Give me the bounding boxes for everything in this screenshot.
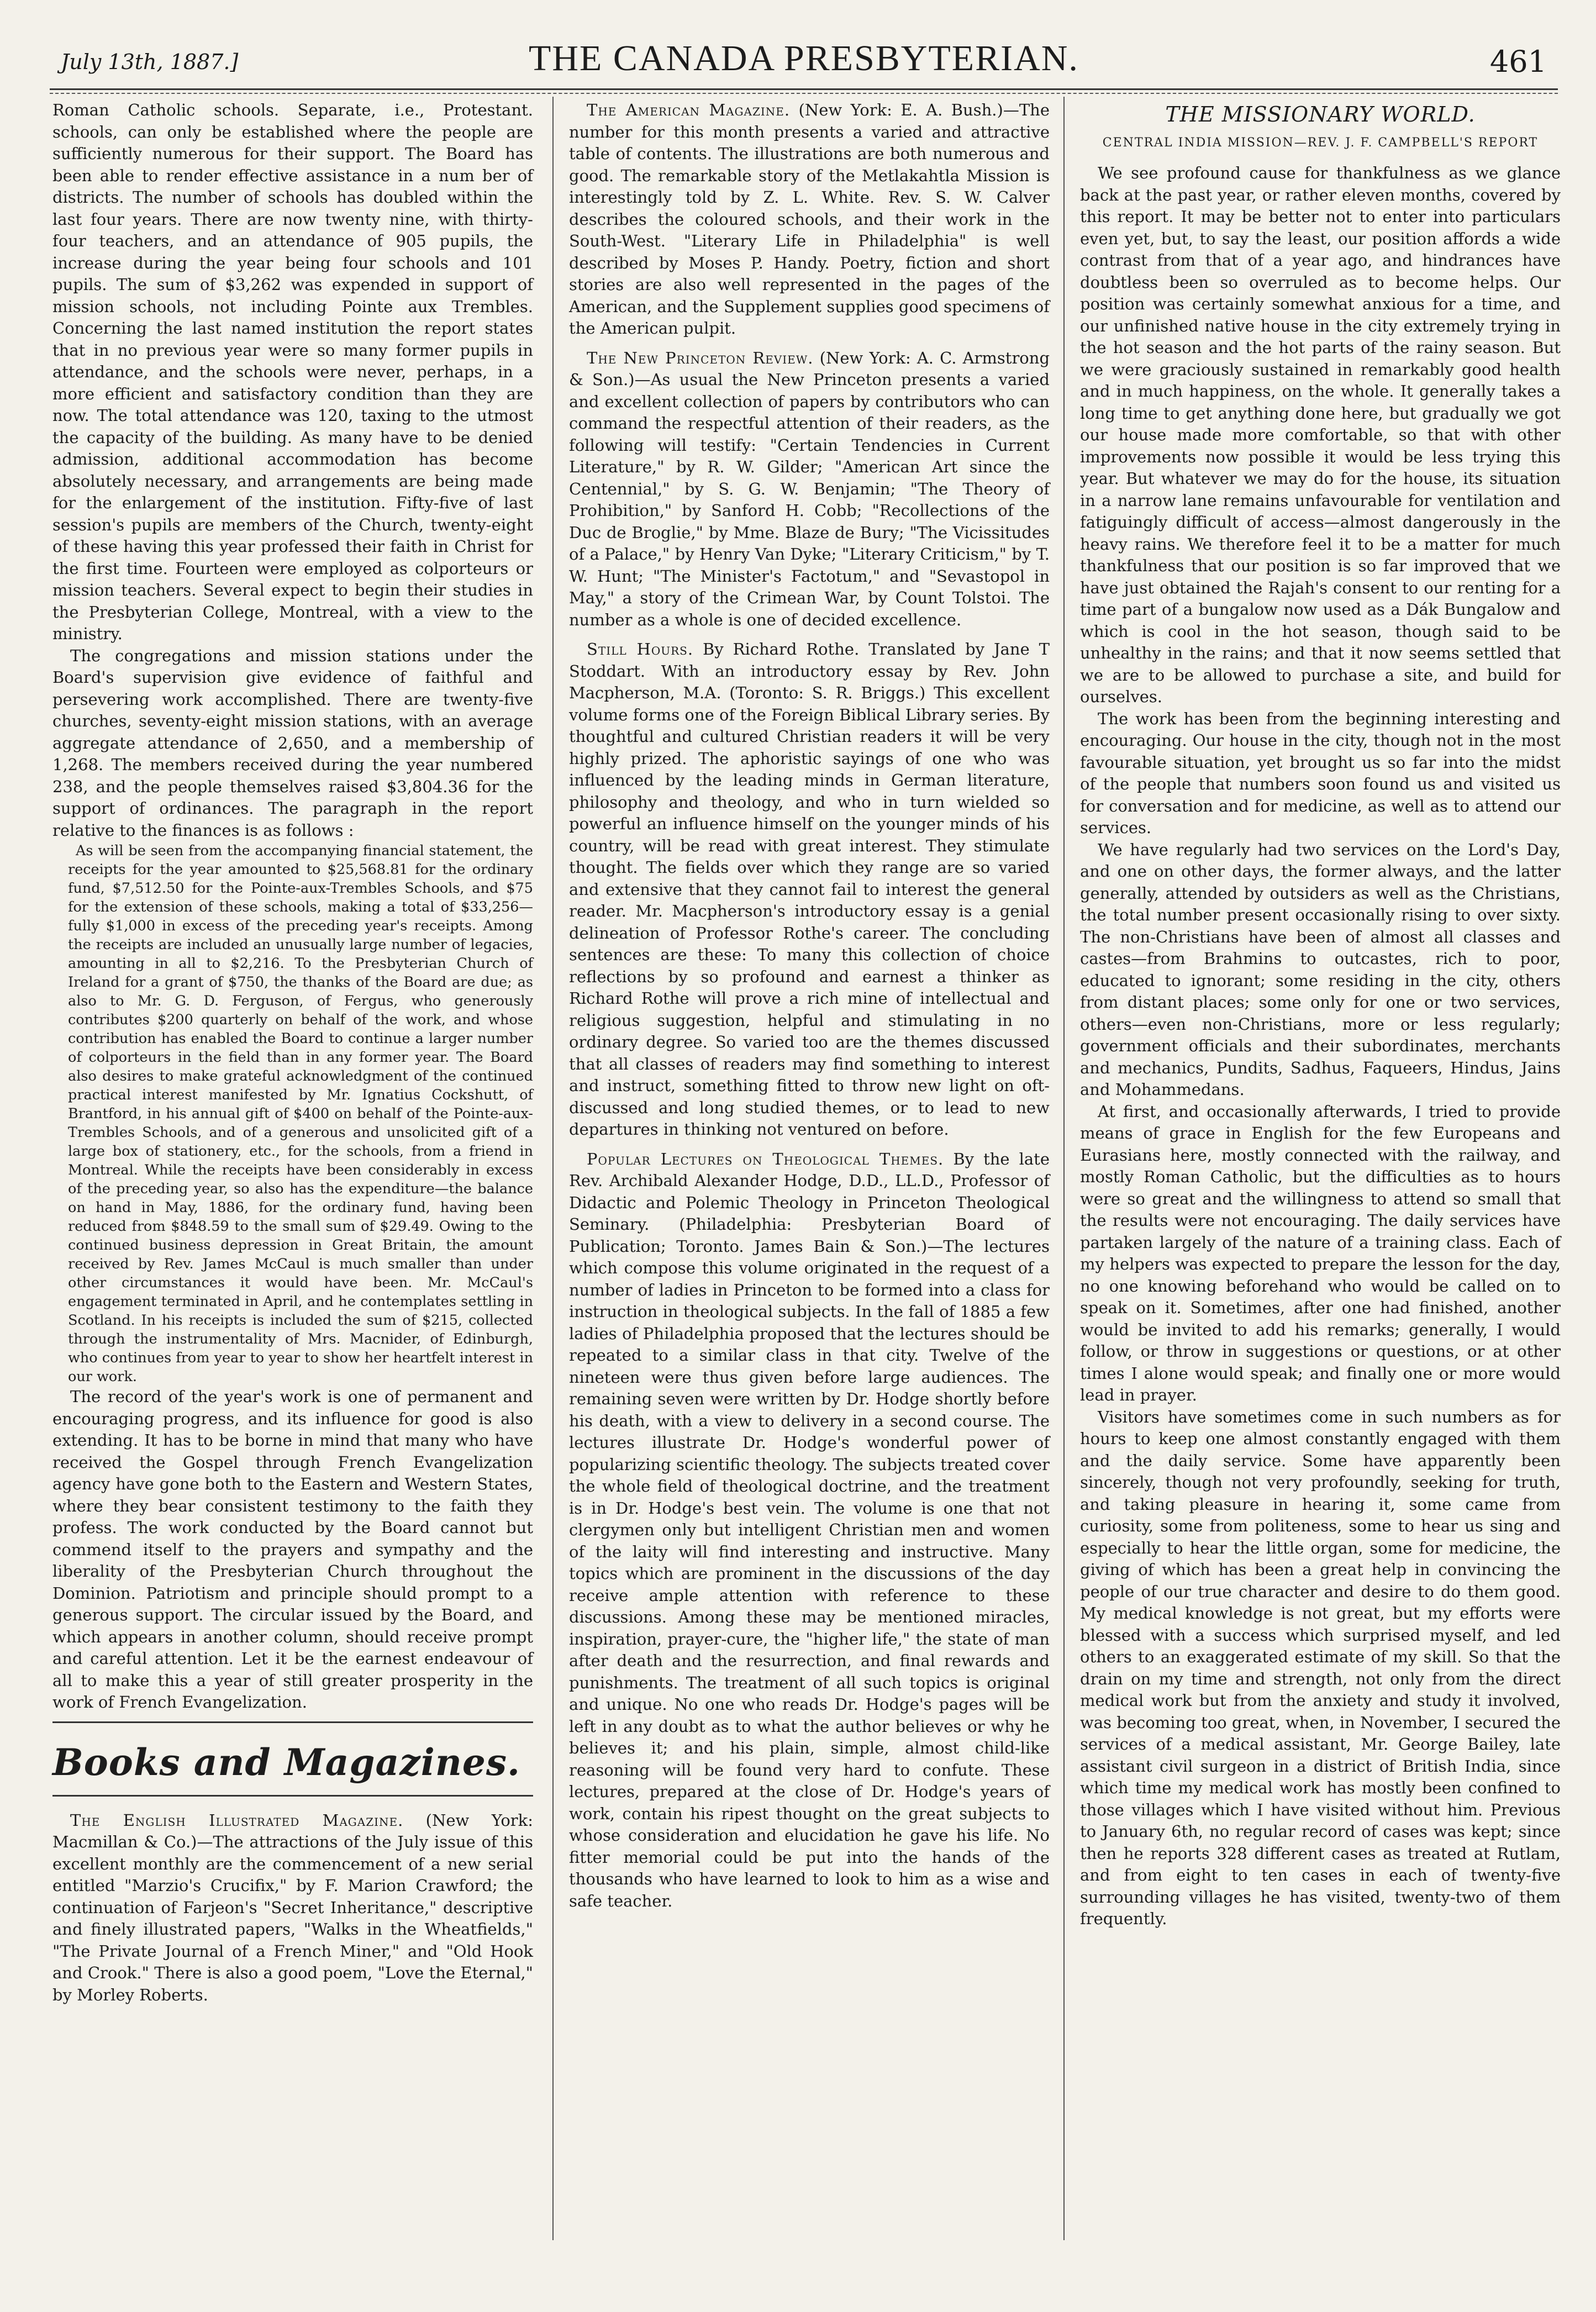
paragraph: We see profound cause for thankfulness as we glance back at the past year, or rather eleven months, covered by this report. It may be better not to enter into particulars even yet, but, to say the least, our position affords a wide contrast from that of a year ago, and hindrances have doubtless been so overruled as to become helps. Our position was certainly somewhat anxious for a time, and our unfinished native house in the city extremely trying in the hot season and the hot parts of the rainy season. But we were graciously sustained in remarkably good health and in much happiness, on the whole. It generally takes a long time to get anything done here, but gradually we got our house made more comfortable, so that with other improvements now possible it would be less trying this year. But whatever we may do for the house, its situation in a narrow lane remains unfavourable for ventilation and fatiguingly difficult of access—almost dangerously in the heavy rains. We therefore feel it to be a matter for much thankfulness that our position is so far improved that we have just obtained the Rajah's consent to our renting for a time part of a bungalow now used as a Dák Bungalow and which is cool in the hot season, though said to be unhealthy in the rains; and that it now seems settled that we are to be allowed to purchase a site, and build for ourselves. [1080, 164, 1561, 706]
section-rule [52, 1721, 533, 1723]
newspaper-title: THE CANADA PRESBYTERIAN. [529, 38, 1079, 78]
report-subheading: CENTRAL INDIA MISSION—REV. J. F. CAMPBELL'S REPORT [1102, 136, 1539, 150]
review-title: Still Hours. [587, 640, 694, 659]
review-entry [569, 99, 1050, 340]
column-3 [1080, 99, 1561, 1930]
paragraph: The congregations and mission stations under the Board's supervision give evidence of faithful and persevering work accomplished. There are twenty-five churches, seventy-eight mission stations, with an average aggregate attendance of 2,650, and a membership of 1,268. The members received during the year numbered 238, and the people themselves raised $3,804.36 for the support of ordinances. The paragraph in the report relative to the finances is as follows : [52, 646, 533, 840]
masthead [50, 28, 1558, 88]
paragraph: At first, and occasionally afterwards, I tried to provide means of grace in English for the few Europeans and Eurasians here, mostly connected with the railway, and mostly Roman Catholic, but the difficulties as to hours were so great and the willingness to attend so small that the results were not encouraging. The daily services have partaken largely of the nature of a training class. Each of my helpers was expected to prepare the lesson for the day, no one knowing beforehand who would be called on to speak on it. Sometimes, after one had finished, another would be invited to add his remarks; generally, I would follow, or throw in suggestions or questions, or at other times I alone would speak; and finally one or more would lead in prayer. [1080, 1102, 1561, 1404]
masthead-rule-dashed [50, 93, 1558, 94]
review-text: By Richard Rothe. Translated by Jane T Stoddart. With an introductory essay by Rev. John Macpherson, M.A. (Toronto: S. R. Briggs.) This excellent volume forms one of the Foreign Biblical Library series. By thoughtful and cultured Christian readers it will be very highly prized. The aphoristic sayings of one who was influenced by the leading minds in German literature, philosophy and theology, and who in turn wielded so powerful an influence himself on the younger minds of his country, will be read with great interest. They stimulate thought. The fields over which they range are so varied and extensive that they cannot fail to interest the general reader. Mr. Macpherson's introductory essay is a genial delineation of Professor Rothe's career. The concluding sentences are these: To many this collection of choice reflections by so profound and earnest a thinker as Richard Rothe will prove a rich mine of intellectual and religious suggestion, helpful and stimulating in no ordinary degree. So varied too are the themes discussed that all classes of readers may find something to interest and instruct, something fitted to throw new light on oft-discussed and long studied themes, or to lead to new departures in thinking not ventured on before. [569, 640, 1050, 1139]
review-entry [569, 347, 1050, 631]
report-quote: As will be seen from the accompanying financial statement, the receipts for the year amounted to $25,568.81 for the ordinary fund, $7,512.50 for the Pointe-aux-Trembles Schools, and $75 for the extension of these schools, making a total of $33,256—fully $1,000 in excess of the preceding year's receipts. Among the receipts are included an unusually large number of legacies, amounting in all to $2,216. To the Presbyterian Church of Ireland for a grant of $750, the thanks of the Board are due; as also to Mr. G. D. Ferguson, of Fergus, who generously contributes $200 quarterly on behalf of the work, and whose contribution has enabled the Board to continue a larger number of colporteurs in the field than in any former year. The Board also desires to make grateful acknowledgment of the continued practical interest manifested by Mr. Ignatius Cockshutt, of Brantford, in his annual gift of $400 on behalf of the Pointe-aux-Trembles Schools, and of a generous and unsolicited gift of a large box of stationery, etc., for the schools, from a friend in Montreal. While the receipts have been considerably in excess of the preceding year, so also has the expenditure—the balance on hand in May, 1886, for the ordinary fund, having been reduced from $848.59 to the small sum of $29.49. Owing to the continued business depression in Great Britain, the amount received by Rev. James McCaul is much smaller than under other circumstances it would have been. Mr. McCaul's engagement terminated in April, and he contemplates settling in Scotland. In his receipts is included the sum of $215, collected through the instrumentality of Mrs. Macnider, of Edinburgh, who continues from year to year to show her heartfelt interest in our work. [68, 842, 533, 1385]
review-text: (New York: E. A. Bush.)—The number for this month presents a varied and attractive table of contents. The illustrations are both numerous and good. The remarkable story of the Metlakahtla Mission is interestingly told by Z. L. White. Rev. S. W. Calver describes the coloured schools, and their work in the South-West. "Literary Life in Philadelphia" is well described by Moses P. Handy. Poetry, fiction and short stories are also well represented in the pages of the American, and the Supplement supplies good specimens of the American pulpit. [569, 101, 1050, 338]
column-divider-1 [552, 97, 554, 2240]
paragraph: Visitors have sometimes come in such numbers as for hours to keep one almost constantly engaged with them and the daily service. Some have apparently been sincerely, though not very profoundly, seeking for truth, and taking pleasure in hearing it, some came from curiosity, some from politeness, some to hear us sing and especially to hear the little organ, some for medicine, the giving of which has been a great help in convincing the people of our true character and desire to do them good. My medical knowledge is not great, but my efforts were blessed with a success which surprised myself, and led others to an exaggerated estimate of my skill. So that the drain on my time and strength, not only from the direct medical work but from the anxiety and study it involved, was becoming too great, when, in November, I secured the services of a medical assistant, Mr. George Bailey, late assistant civil surgeon in a district of British India, since which time my medical work has mostly been confined to those villages which I have visited without him. Previous to January 6th, no regular record of cases was kept; since then he reports 328 different cases as treated at Rutlam, and from eight to ten cases in each of twenty-five surrounding villages he has visited, twenty-two of them frequently. [1080, 1407, 1561, 1928]
issue-date: July 13th, 1887.] [61, 50, 239, 74]
paragraph: The work has been from the beginning interesting and encouraging. Our house in the city, though not in the most favourable situation, yet brought us so far into the midst of the people that numbers soon found us and visited us for conversation and for medicine, as well as to attend our services. [1080, 709, 1561, 837]
review-text: By the late Rev. Archibald Alexander Hodge, D.D., LL.D., Professor of Didactic and Polemic Theology in Princeton Theological Seminary. (Philadelphia: Presbyterian Board of Publication; Toronto. James Bain & Son.)—The lectures which compose this volume originated in the request of a number of ladies in Princeton to be formed into a class for instruction in theological subjects. In the fall of 1885 a few ladies of Philadelphia proposed that the lectures should be repeated to a similar class in that city. Twelve of the nineteen were thus given before large audiences. The remaining seven were written by Dr. Hodge shortly before his death, with a view to delivery in a second course. The lectures illustrate Dr. Hodge's wonderful power of popularizing scientific theology. The subjects treated cover the whole field of theological doctrine, and the treatment is in Dr. Hodge's best vein. The volume is one that not clergymen only but intelligent Christian men and women of the laity will find interesting and instructive. Many topics which are prominent in the discussions of the day receive ample attention with reference to these discussions. Among these may be mentioned miracles, inspiration, prayer-cure, the "higher life," the state of man after death and the resurrection, and final rewards and punishments. The treatment of all such topics is original and unique. No one who reads Dr. Hodge's pages will be left in any doubt as to what the author believes or why he believes it; and his plain, simple, almost child-like reasoning will be found very hard to confute. These lectures, prepared at the close of Dr. Hodge's years of work, contain his ripest thought on the great subjects to whose consideration and elucidation he gave his life. No fitter memorial could be put into the hands of the thousands who have learned to look to him as a wise and safe teacher. [569, 1149, 1050, 1910]
review-title: The American Magazine. [587, 101, 791, 119]
review-entry [52, 1810, 533, 2006]
review-title: The English Illustrated Magazine. [70, 1810, 404, 1830]
paragraph: Roman Catholic schools. Separate, i.e., Protestant. schools, can only be established where the people are sufficiently numerous for their support. The Board has been able to render effective assistance in a num ber of districts. The number of schools has doubled within the last four years. There are now twenty nine, with thirty-four teachers, and an attendance of 905 pupils, the increase during the year being four schools and 101 pupils. The sum of $3,262 was expended in support of mission schools, not including Pointe aux Trembles. Concerning the last named institution the report states that in no previous year were so many former pupils in attendance, and the schools were never, perhaps, in a more efficient and satisfactory condition than they are now. The total attendance was 120, taxing to the utmost the capacity of the building. As many have to be denied admission, additional accommodation has become absolutely necessary, and arrangements are being made for the enlargement of the institution. Fifty-five of last session's pupils are members of the Church, twenty-eight of these having this year professed their faith in Christ for the first time. Fourteen were employed as colporteurs or mission teachers. Several expect to begin their studies in the Presbyterian College, Montreal, with a view to the ministry. [52, 101, 533, 643]
page-number: 461 [1489, 44, 1547, 79]
column-1 [52, 99, 533, 2006]
review-text: (New York: A. C. Armstrong & Son.)—As usual the New Princeton presents a varied and excellent collection of papers by contributors who can command the respectful attention of their readers, as the following will testify: "Certain Tendencies in Current Literature," by R. W. Gilder; "American Art since the Centennial," by S. G. W. Benjamin; "The Theory of Prohibition," by Sanford H. Cobb; "Recollections of the Duc de Broglie," by Mme. Blaze de Bury; "The Vicissitudes of a Palace," by Henry Van Dyke; "Literary Criticism," by T. W. Hunt; "The Minister's Factotum," and "Sevastopol in May," a story of the Crimean War, by Count Tolstoi. The number as a whole is one of decided excellence. [569, 348, 1050, 629]
column-2 [569, 99, 1050, 1912]
missionary-world-heading: THE MISSIONARY WORLD. [1165, 102, 1476, 127]
paragraph: We have regularly had two services on the Lord's Day, and one on other days, the former always, and the latter generally, attended by outsiders as well as the Christians, the total number present occasionally rising to over sixty. The non-Christians have been of almost all classes and castes—from Brahmins to outcastes, rich to poor, educated to ignorant; some residing in the city, others from distant places; some only for one or two services, others—even non-Christians, more or less regularly; government officials and their subordinates, merchants and mechanics, Pundits, Sadhus, Faqueers, Hindus, Jains and Mohammedans. [1080, 840, 1561, 1099]
review-entry [569, 639, 1050, 1141]
masthead-rule [50, 88, 1558, 90]
books-and-magazines-heading: Books and Magazines. [52, 1740, 520, 1784]
review-title: Popular Lectures on Theological Themes. [587, 1149, 944, 1168]
review-title: The New Princeton Review. [587, 348, 814, 367]
review-text: (New York: Macmillan & Co.)—The attractions of the July issue of this excellent monthly are the commencement of a new serial entitled "Marzio's Crucifix," by F. Marion Crawford; the continuation of Farjeon's "Secret Inheritance," descriptive and finely illustrated papers, "Walks in the Wheatfields," "The Private Journal of a French Miner," and "Old Hook and Crook." There is also a good poem, "Love the Eternal," by Morley Roberts. [52, 1810, 533, 2004]
paragraph: The record of the year's work is one of permanent and encouraging progress, and its influence for good is also extending. It has to be borne in mind that many who have received the Gospel through French Evangelization agency have gone both to the Eastern and Western States, where they bear consistent testimony to the faith they profess. The work conducted by the Board cannot but commend itself to the prayers and sympathy and the liberality of the Presbyterian Church throughout the Dominion. Patriotism and principle should prompt to a generous support. The circular issued by the Board, and which appears in another column, should receive prompt and careful attention. Let it be the earnest endeavour of all to make this a year of still greater prosperity in the work of French Evangelization. [52, 1387, 533, 1711]
column-divider-2 [1063, 97, 1065, 2240]
section-rule [52, 1795, 533, 1797]
review-entry [569, 1149, 1050, 1913]
